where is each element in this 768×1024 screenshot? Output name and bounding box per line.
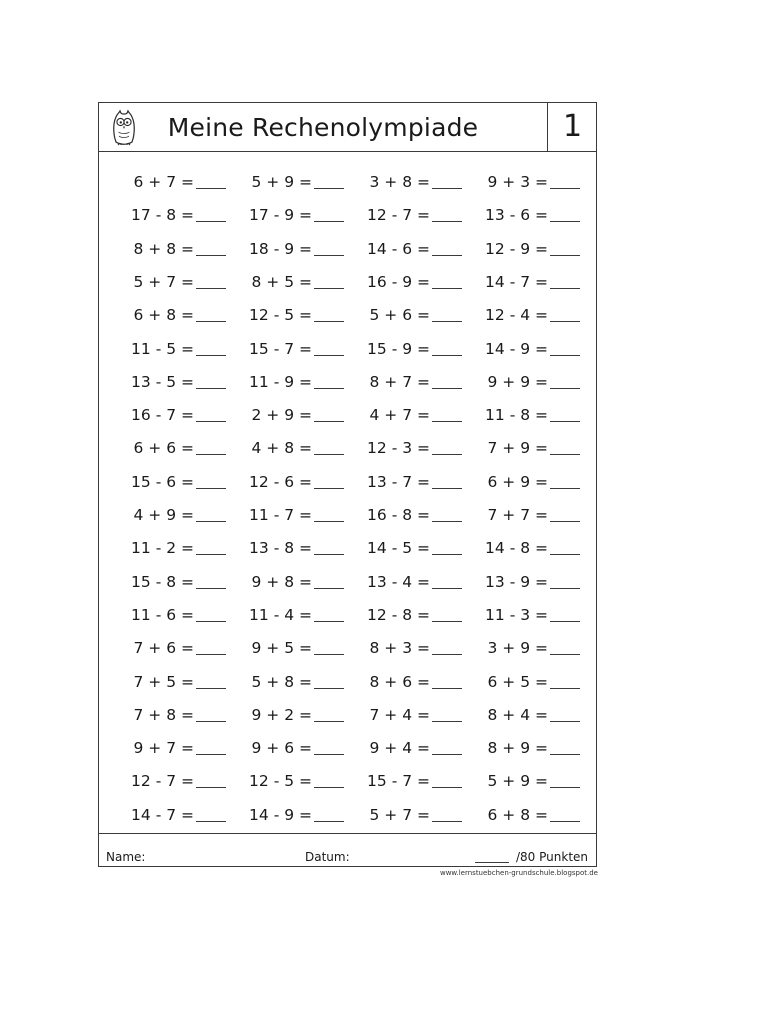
problem <box>114 668 224 696</box>
answer-blank[interactable] <box>550 688 580 689</box>
problem-expression: 15 - 9 = <box>367 339 430 358</box>
problem <box>468 634 578 662</box>
problem <box>468 734 578 762</box>
problem-expression: 13 - 7 = <box>367 472 430 491</box>
answer-blank[interactable] <box>314 821 344 822</box>
problem-expression: 11 - 8 = <box>485 406 548 425</box>
problem <box>468 801 578 829</box>
answer-blank[interactable] <box>550 554 580 555</box>
problem <box>350 634 460 662</box>
answer-blank[interactable] <box>432 188 462 189</box>
answer-blank[interactable] <box>432 688 462 689</box>
problem <box>232 268 342 296</box>
answer-blank[interactable] <box>550 621 580 622</box>
points-blank[interactable] <box>475 862 509 863</box>
answer-blank[interactable] <box>314 554 344 555</box>
answer-blank[interactable] <box>196 654 226 655</box>
answer-blank[interactable] <box>196 588 226 589</box>
problem <box>468 701 578 729</box>
worksheet-header <box>99 103 596 152</box>
problem-expression: 14 - 6 = <box>367 239 430 258</box>
answer-blank[interactable] <box>550 821 580 822</box>
problem-expression: 4 + 7 = <box>369 406 430 425</box>
problem-expression: 9 + 4 = <box>369 739 430 758</box>
problem-expression: 7 + 4 = <box>369 705 430 724</box>
answer-blank[interactable] <box>432 621 462 622</box>
problem <box>350 767 460 795</box>
problem-expression: 6 + 8 = <box>133 306 194 325</box>
answer-blank[interactable] <box>314 388 344 389</box>
problem-expression: 5 + 8 = <box>251 672 312 691</box>
answer-blank[interactable] <box>314 255 344 256</box>
answer-blank[interactable] <box>196 554 226 555</box>
problem <box>350 201 460 229</box>
problem-expression: 6 + 6 = <box>133 439 194 458</box>
answer-blank[interactable] <box>432 554 462 555</box>
problem-expression: 11 - 6 = <box>131 605 194 624</box>
problem-expression: 11 - 3 = <box>485 605 548 624</box>
answer-blank[interactable] <box>550 454 580 455</box>
worksheet-title: Meine Rechenolympiade <box>167 113 479 142</box>
answer-blank[interactable] <box>314 621 344 622</box>
problem-expression: 11 - 2 = <box>131 539 194 558</box>
problem-expression: 9 + 8 = <box>251 572 312 591</box>
answer-blank[interactable] <box>550 721 580 722</box>
problem-expression: 12 - 5 = <box>249 306 312 325</box>
problem-expression: 3 + 9 = <box>487 639 548 658</box>
problem-expression: 14 - 9 = <box>249 805 312 824</box>
answer-blank[interactable] <box>550 787 580 788</box>
problem <box>114 201 224 229</box>
problem <box>468 468 578 496</box>
answer-blank[interactable] <box>196 188 226 189</box>
answer-blank[interactable] <box>550 188 580 189</box>
problem <box>468 534 578 562</box>
problem <box>468 601 578 629</box>
problem <box>232 201 342 229</box>
answer-blank[interactable] <box>314 355 344 356</box>
problem-expression: 8 + 8 = <box>133 239 194 258</box>
problem <box>232 168 342 196</box>
problem <box>468 368 578 396</box>
problem <box>350 734 460 762</box>
problem <box>468 201 578 229</box>
answer-blank[interactable] <box>314 421 344 422</box>
date-label: Datum: <box>305 850 350 864</box>
problem <box>232 368 342 396</box>
answer-blank[interactable] <box>314 588 344 589</box>
problem <box>232 401 342 429</box>
problem-expression: 7 + 6 = <box>133 639 194 658</box>
worksheet <box>98 102 597 867</box>
problem <box>114 601 224 629</box>
answer-blank[interactable] <box>550 488 580 489</box>
answer-blank[interactable] <box>196 787 226 788</box>
answer-blank[interactable] <box>432 488 462 489</box>
problem-expression: 13 - 5 = <box>131 372 194 391</box>
problem-expression: 9 + 5 = <box>251 639 312 658</box>
problem <box>350 568 460 596</box>
problem-expression: 6 + 8 = <box>487 805 548 824</box>
problem <box>232 668 342 696</box>
answer-blank[interactable] <box>550 255 580 256</box>
answer-blank[interactable] <box>314 454 344 455</box>
problem-expression: 11 - 9 = <box>249 372 312 391</box>
problem-expression: 16 - 7 = <box>131 406 194 425</box>
answer-blank[interactable] <box>314 288 344 289</box>
problem <box>114 235 224 263</box>
problem <box>114 268 224 296</box>
problem <box>350 434 460 462</box>
problem <box>232 468 342 496</box>
problem-expression: 4 + 9 = <box>133 506 194 524</box>
answer-blank[interactable] <box>196 454 226 455</box>
problem-expression: 12 - 4 = <box>485 306 548 325</box>
problem-expression: 14 - 9 = <box>485 339 548 358</box>
problem-expression: 12 - 9 = <box>485 239 548 258</box>
problem-expression: 8 + 5 = <box>251 272 312 291</box>
worksheet-footer <box>99 833 596 867</box>
answer-blank[interactable] <box>432 421 462 422</box>
answer-blank[interactable] <box>196 488 226 489</box>
problem <box>114 701 224 729</box>
problem-expression: 3 + 8 = <box>369 173 430 191</box>
problem <box>114 501 224 529</box>
problem-expression: 9 + 6 = <box>251 739 312 758</box>
problem-expression: 15 - 7 = <box>249 339 312 358</box>
problem <box>468 767 578 795</box>
answer-blank[interactable] <box>314 688 344 689</box>
answer-blank[interactable] <box>314 654 344 655</box>
answer-blank[interactable] <box>432 521 462 522</box>
problem-expression: 15 - 7 = <box>367 772 430 791</box>
answer-blank[interactable] <box>314 521 344 522</box>
answer-blank[interactable] <box>432 255 462 256</box>
answer-blank[interactable] <box>432 821 462 822</box>
problem <box>350 335 460 363</box>
answer-blank[interactable] <box>314 488 344 489</box>
answer-blank[interactable] <box>550 421 580 422</box>
problem-expression: 8 + 9 = <box>487 739 548 758</box>
problem <box>468 235 578 263</box>
answer-blank[interactable] <box>196 355 226 356</box>
answer-blank[interactable] <box>432 388 462 389</box>
worksheet-number: 1 <box>547 103 597 151</box>
answer-blank[interactable] <box>432 754 462 755</box>
problem <box>114 434 224 462</box>
source-url: www.lernstuebchen-grundschule.blogspot.de <box>439 869 598 877</box>
problem-expression: 5 + 7 = <box>133 272 194 291</box>
problem <box>350 501 460 529</box>
problem-expression: 12 - 5 = <box>249 772 312 791</box>
problem <box>468 401 578 429</box>
problem <box>350 468 460 496</box>
problem-expression: 6 + 7 = <box>133 173 194 191</box>
problem <box>232 235 342 263</box>
problem-expression: 6 + 5 = <box>487 672 548 691</box>
problem <box>232 634 342 662</box>
problem-expression: 5 + 7 = <box>369 805 430 824</box>
answer-blank[interactable] <box>550 388 580 389</box>
problem-expression: 13 - 8 = <box>249 539 312 558</box>
problem <box>114 168 224 196</box>
problem-expression: 14 - 5 = <box>367 539 430 558</box>
problem-expression: 5 + 6 = <box>369 306 430 325</box>
problem <box>232 301 342 329</box>
problem-expression: 17 - 8 = <box>131 206 194 225</box>
problem-expression: 9 + 9 = <box>487 372 548 391</box>
problem-expression: 14 - 8 = <box>485 539 548 558</box>
problem <box>232 601 342 629</box>
problem-expression: 17 - 9 = <box>249 206 312 225</box>
answer-blank[interactable] <box>550 654 580 655</box>
problem-expression: 9 + 2 = <box>251 705 312 724</box>
problem-expression: 5 + 9 = <box>487 772 548 791</box>
problem <box>350 701 460 729</box>
problem-expression: 15 - 8 = <box>131 572 194 591</box>
name-label: Name: <box>106 850 146 864</box>
problem <box>114 335 224 363</box>
problem-expression: 18 - 9 = <box>249 239 312 258</box>
problem-expression: 9 + 3 = <box>487 173 548 191</box>
problem <box>232 701 342 729</box>
answer-blank[interactable] <box>432 221 462 222</box>
answer-blank[interactable] <box>432 288 462 289</box>
problem <box>114 634 224 662</box>
problem-expression: 12 - 6 = <box>249 472 312 491</box>
answer-blank[interactable] <box>196 521 226 522</box>
problem <box>232 801 342 829</box>
answer-blank[interactable] <box>196 621 226 622</box>
answer-blank[interactable] <box>550 588 580 589</box>
problem-expression: 9 + 7 = <box>133 739 194 758</box>
problem <box>350 301 460 329</box>
answer-blank[interactable] <box>196 721 226 722</box>
problem-expression: 12 - 7 = <box>131 772 194 791</box>
answer-blank[interactable] <box>550 521 580 522</box>
problem <box>350 801 460 829</box>
problem <box>350 534 460 562</box>
problem <box>350 235 460 263</box>
answer-blank[interactable] <box>432 654 462 655</box>
answer-blank[interactable] <box>314 188 344 189</box>
problem <box>350 668 460 696</box>
problem <box>468 168 578 196</box>
problem-expression: 13 - 4 = <box>367 572 430 591</box>
problem <box>114 401 224 429</box>
answer-blank[interactable] <box>550 321 580 322</box>
problem-expression: 8 + 4 = <box>487 705 548 724</box>
answer-blank[interactable] <box>196 255 226 256</box>
problem <box>350 368 460 396</box>
points-label: /80 Punkten <box>516 850 589 864</box>
answer-blank[interactable] <box>314 787 344 788</box>
problem-expression: 11 - 5 = <box>131 339 194 358</box>
answer-blank[interactable] <box>196 388 226 389</box>
problem <box>468 301 578 329</box>
answer-blank[interactable] <box>314 321 344 322</box>
problem <box>350 601 460 629</box>
answer-blank[interactable] <box>550 221 580 222</box>
problem <box>350 401 460 429</box>
problem-expression: 5 + 9 = <box>251 173 312 191</box>
problem-expression: 6 + 9 = <box>487 472 548 491</box>
problem <box>232 501 342 529</box>
answer-blank[interactable] <box>196 754 226 755</box>
problem <box>114 801 224 829</box>
problem-expression: 8 + 3 = <box>369 639 430 658</box>
problem-expression: 2 + 9 = <box>251 406 312 425</box>
answer-blank[interactable] <box>196 821 226 822</box>
problem <box>232 568 342 596</box>
answer-blank[interactable] <box>196 288 226 289</box>
problem-expression: 14 - 7 = <box>131 805 194 824</box>
problem <box>114 734 224 762</box>
problem-expression: 12 - 8 = <box>367 605 430 624</box>
problem <box>232 434 342 462</box>
problem-expression: 7 + 9 = <box>487 439 548 458</box>
answer-blank[interactable] <box>432 721 462 722</box>
problem-expression: 11 - 7 = <box>249 506 312 524</box>
problem <box>350 168 460 196</box>
answer-blank[interactable] <box>314 721 344 722</box>
answer-blank[interactable] <box>432 787 462 788</box>
problem-expression: 7 + 8 = <box>133 705 194 724</box>
problem <box>114 767 224 795</box>
problem-expression: 12 - 7 = <box>367 206 430 225</box>
problem-expression: 15 - 6 = <box>131 472 194 491</box>
problem-grid <box>99 151 596 832</box>
problem <box>468 335 578 363</box>
answer-blank[interactable] <box>196 421 226 422</box>
problem <box>232 734 342 762</box>
problem <box>232 335 342 363</box>
answer-blank[interactable] <box>432 321 462 322</box>
answer-blank[interactable] <box>550 355 580 356</box>
problem <box>114 468 224 496</box>
problem-expression: 8 + 6 = <box>369 672 430 691</box>
problem <box>232 767 342 795</box>
answer-blank[interactable] <box>550 288 580 289</box>
problem-expression: 14 - 7 = <box>485 272 548 291</box>
problem-expression: 12 - 3 = <box>367 439 430 458</box>
problem <box>114 568 224 596</box>
problem <box>232 534 342 562</box>
problem <box>114 534 224 562</box>
problem-expression: 4 + 8 = <box>251 439 312 458</box>
problem-expression: 16 - 9 = <box>367 272 430 291</box>
answer-blank[interactable] <box>550 754 580 755</box>
problem-expression: 7 + 7 = <box>487 506 548 524</box>
answer-blank[interactable] <box>432 355 462 356</box>
problem-expression: 16 - 8 = <box>367 506 430 524</box>
problem <box>468 268 578 296</box>
problem-expression: 7 + 5 = <box>133 672 194 691</box>
answer-blank[interactable] <box>196 688 226 689</box>
problem <box>468 668 578 696</box>
problem-expression: 8 + 7 = <box>369 372 430 391</box>
problem <box>114 368 224 396</box>
problem-expression: 11 - 4 = <box>249 605 312 624</box>
answer-blank[interactable] <box>314 754 344 755</box>
problem-expression: 13 - 6 = <box>485 206 548 225</box>
problem <box>468 568 578 596</box>
answer-blank[interactable] <box>196 221 226 222</box>
problem <box>114 301 224 329</box>
answer-blank[interactable] <box>432 454 462 455</box>
problem-expression: 13 - 9 = <box>485 572 548 591</box>
answer-blank[interactable] <box>432 588 462 589</box>
answer-blank[interactable] <box>196 321 226 322</box>
problem <box>468 434 578 462</box>
problem <box>350 268 460 296</box>
answer-blank[interactable] <box>314 221 344 222</box>
problem <box>468 501 578 529</box>
